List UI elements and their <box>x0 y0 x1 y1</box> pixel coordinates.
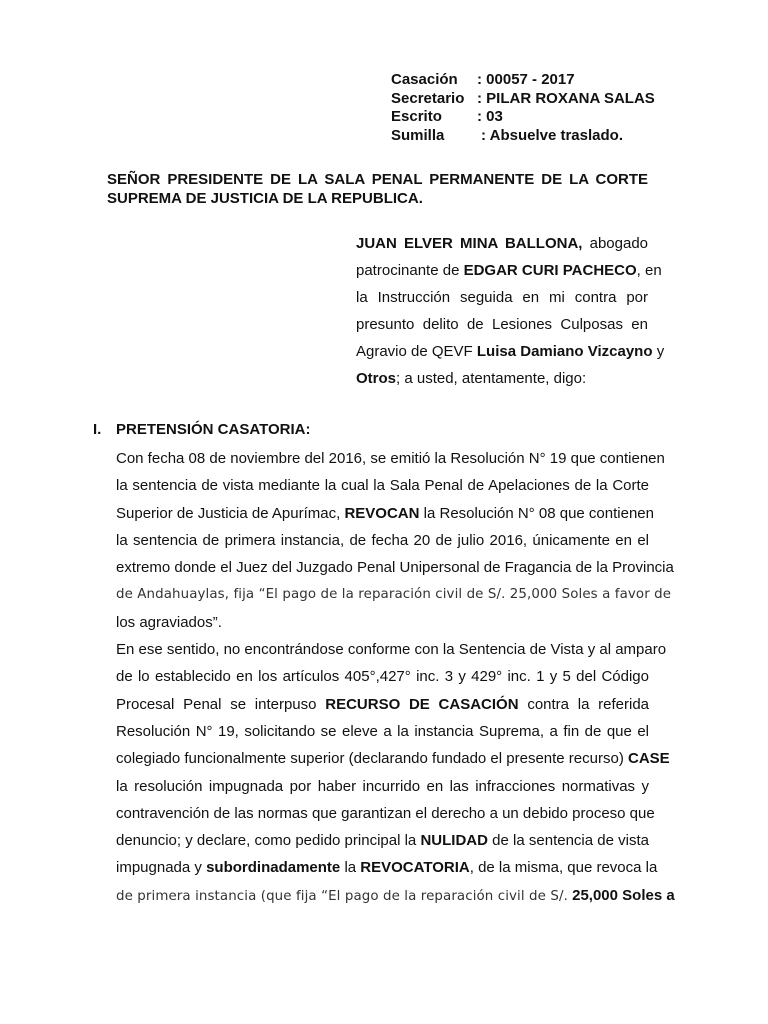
body-line <box>116 854 658 881</box>
body-line: la sentencia de primera instancia, de fecha 20 de julio 2016, únicamente en el <box>116 531 649 549</box>
escrito-row <box>391 108 655 127</box>
secretario-value: : PILAR ROXANA SALAS <box>477 89 655 107</box>
body-bold-run: subordinadamente <box>206 859 341 877</box>
sumilla-value: : Absuelve traslado. <box>481 126 623 144</box>
body-text-run: la Resolución N° 08 que contienen <box>423 504 654 522</box>
body-text-run: contra la referida <box>527 695 650 713</box>
victim-name: Luisa Damiano Vizcayno <box>476 343 653 360</box>
body-bold-run: 25,000 Soles a <box>572 886 675 904</box>
intro-line: la Instrucción seguida en mi contra por <box>356 289 648 306</box>
body-bold-run: REVOCAN <box>344 504 420 522</box>
body-line: de lo establecido en los artículos 405°,427° inc. 3 y 429° inc. 1 y 5 del Código <box>116 668 649 686</box>
intro-line: presunto delito de Lesiones Culposas en <box>356 316 648 333</box>
intro-text: abogado <box>589 235 649 252</box>
body-text-run: Procesal Penal se interpuso <box>116 695 317 713</box>
others-label: Otros <box>356 370 397 387</box>
addressee-line-2: SUPREMA DE JUSTICIA DE LA REPUBLICA. <box>107 189 423 207</box>
addressee-block <box>107 171 648 208</box>
body-bold-run: RECURSO DE CASACIÓN <box>325 695 519 713</box>
lawyer-name: JUAN ELVER MINA BALLONA, <box>356 235 583 252</box>
body-bold-run: REVOCATORIA <box>360 859 470 877</box>
intro-text: y <box>656 343 665 360</box>
intro-text: Agravio de QEVF <box>356 343 473 360</box>
body-text-run: de la sentencia de vista <box>492 832 649 850</box>
case-header <box>391 71 655 145</box>
sumilla-label: Sumilla <box>391 126 445 144</box>
body-line <box>116 827 649 854</box>
intro-paragraph <box>356 230 665 392</box>
client-name: EDGAR CURI PACHECO <box>463 262 637 279</box>
body-text-run: Superior de Justicia de Apurímac, <box>116 504 341 522</box>
body-line: la sentencia de vista mediante la cual la Sala Penal de Apelaciones de la Corte <box>116 477 649 495</box>
body-line: la resolución impugnada por haber incurrido en las infracciones normativas y <box>116 777 649 795</box>
escrito-label: Escrito <box>391 108 442 125</box>
intro-line <box>356 365 648 392</box>
body-line: Resolución N° 19, solicitando se eleve a la instancia Suprema, a fin de que el <box>116 722 649 740</box>
body-text-run: la <box>344 859 357 877</box>
body-bold-run: NULIDAD <box>420 832 488 850</box>
intro-line <box>356 257 662 284</box>
section-heading <box>93 421 310 438</box>
body-bold-run: CASE <box>628 750 670 768</box>
body-line <box>116 691 649 718</box>
body-line: contravención de las normas que garantizan el derecho a un debido proceso que <box>116 804 655 822</box>
body-text-run: impugnada y <box>116 859 202 877</box>
body-line: En ese sentido, no encontrándose conforme con la Sentencia de Vista y al amparo <box>116 641 667 659</box>
intro-line <box>356 338 665 365</box>
body-line: los agraviados”. <box>116 613 222 631</box>
secretario-label: Secretario <box>391 89 465 107</box>
intro-text: , en <box>636 262 662 279</box>
casacion-label: Casación <box>391 71 458 88</box>
body-line: de Andahuaylas, fija “El pago de la reparación civil de S/. 25,000 Soles a favor de <box>116 587 672 603</box>
body-text <box>116 445 675 909</box>
escrito-value: : 03 <box>477 108 503 125</box>
section-title: PRETENSIÓN CASATORIA: <box>116 421 311 438</box>
body-text-run: denuncio; y declare, como pedido principal la <box>116 832 417 850</box>
body-line <box>116 745 670 772</box>
body-text-run: de primera instancia (que fija “El pago de la reparación civil de S/. <box>116 888 568 904</box>
body-text-run: colegiado funcionalmente superior (declarando fundado el presente recurso) <box>116 750 624 768</box>
body-line: extremo donde el Juez del Juzgado Penal Unipersonal de Fragancia de la Provincia <box>116 559 674 577</box>
intro-line <box>356 230 648 257</box>
addressee-line-1: SEÑOR PRESIDENTE DE LA SALA PENAL PERMANENTE DE LA CORTE <box>107 171 648 188</box>
intro-text: patrocinante de <box>356 262 460 279</box>
body-line: Con fecha 08 de noviembre del 2016, se emitió la Resolución N° 19 que contienen <box>116 450 665 467</box>
casacion-row <box>391 71 655 90</box>
secretario-row <box>391 90 655 109</box>
body-line <box>116 500 654 527</box>
intro-text: ; a usted, atentamente, digo: <box>396 370 587 387</box>
sumilla-row <box>391 127 655 146</box>
casacion-value: : 00057 - 2017 <box>477 71 575 88</box>
section-number: I. <box>93 421 102 438</box>
body-line <box>116 882 675 909</box>
body-text-run: , de la misma, que revoca la <box>469 859 658 877</box>
